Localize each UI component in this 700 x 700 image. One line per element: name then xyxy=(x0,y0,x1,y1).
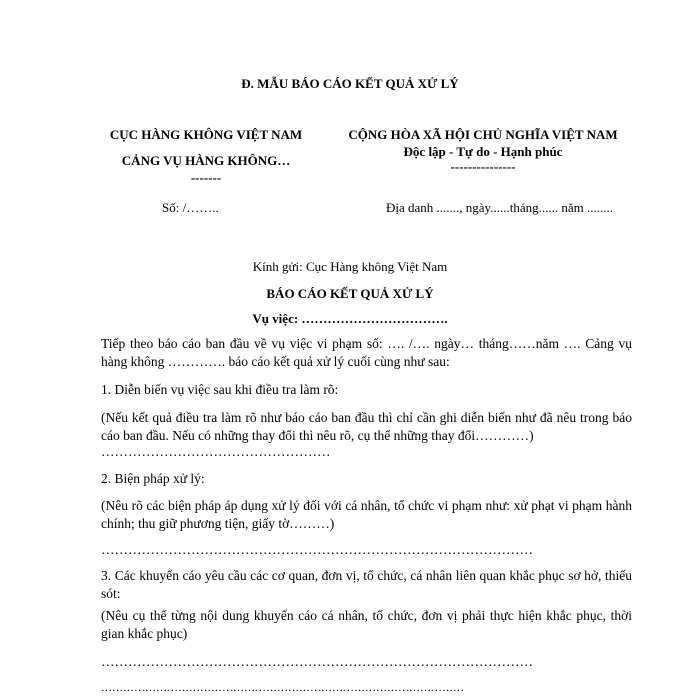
section-1-blank: …………………………………………… xyxy=(101,444,331,459)
section-3-heading: 3. Các khuyến cáo yêu cầu các cơ quan, đơn vị, tổ chức, cá nhân liên quan khắc phục sơ hở, thiếu sót: xyxy=(101,568,632,601)
section-1-note: (Nếu kết quả điều tra làm rõ như báo cáo ban đầu thì chỉ cần ghi diễn biến như đã nêu trong báo cáo ban đầu. Nếu có những thay đổi thì nêu rõ, cụ thể những thay đổi…………) xyxy=(101,410,632,443)
nation-motto: Độc lập - Tự do - Hạnh phúc xyxy=(403,144,563,159)
intro-paragraph: Tiếp theo báo cáo ban đầu về vụ việc vi phạm số: …. /…. ngày… tháng……năm …. Cảng vụ hàng không …………. báo cáo kết quả xử lý cuối cùng như sau: xyxy=(101,336,632,369)
left-header-rule: ------- xyxy=(190,170,222,185)
form-label: Đ. MẪU BÁO CÁO KẾT QUẢ XỬ LÝ xyxy=(241,76,459,91)
place-date: Địa danh ......., ngày......tháng...... năm ........ xyxy=(386,200,613,215)
section-2-note: (Nêu rõ các biện pháp áp dụng xử lý đối với cá nhân, tổ chức vi phạm như: xử phạt vi phạm hành chính; thu giữ phương tiện, giấy tờ………) xyxy=(101,498,632,531)
section-2-blank: …………………………………………………………………………………… xyxy=(101,542,533,557)
recipient: Kính gửi: Cục Hàng không Việt Nam xyxy=(252,259,448,274)
document-number: Số: /…….. xyxy=(162,200,219,215)
section-2-heading: 2. Biện pháp xử lý: xyxy=(101,471,205,486)
right-header-rule: --------------- xyxy=(450,159,516,174)
report-subject: Vụ việc: ……………………………. xyxy=(252,311,448,326)
section-1-heading: 1. Diễn biến vụ việc sau khi điều tra làm rõ: xyxy=(101,382,339,397)
section-3-note: (Nêu cụ thể từng nội dung khuyến cáo cá nhân, tổ chức, đơn vị phải thực hiện khắc phục, thời gian khắc phục) xyxy=(101,608,632,641)
suborg-name: CẢNG VỤ HÀNG KHÔNG… xyxy=(121,153,291,168)
section-3-blank: …………………………………………………………………………………… xyxy=(101,654,533,669)
nation-name: CỘNG HÒA XÃ HỘI CHỦ NGHĨA VIỆT NAM xyxy=(348,127,618,142)
report-title: BÁO CÁO KẾT QUẢ XỬ LÝ xyxy=(266,286,434,301)
org-name: CỤC HÀNG KHÔNG VIỆT NAM xyxy=(109,127,303,142)
section-3-blank-2: ……………………………………………………………………………………… xyxy=(101,682,464,694)
